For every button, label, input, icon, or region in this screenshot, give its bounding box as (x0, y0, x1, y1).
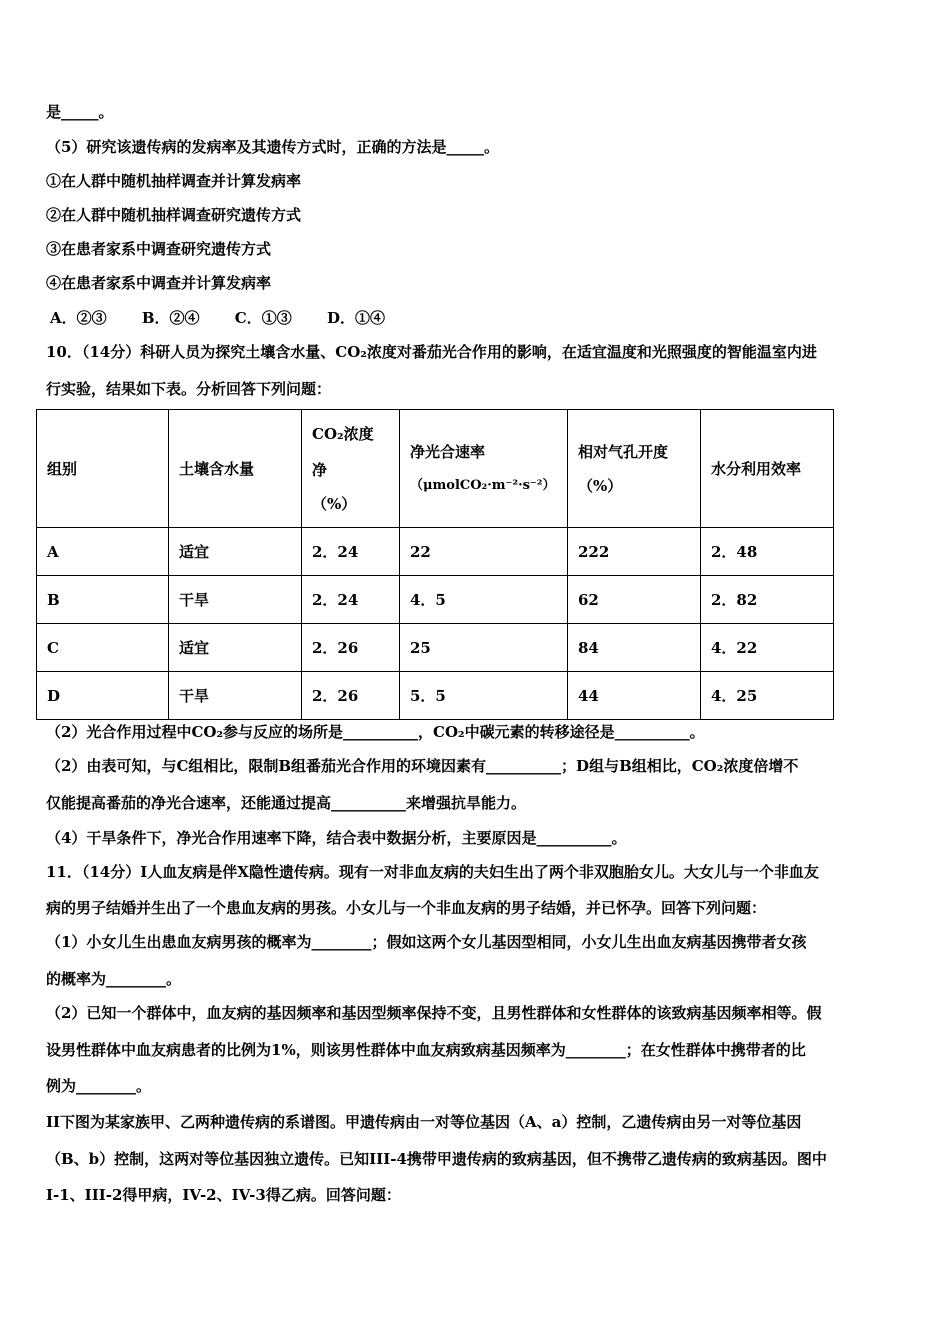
question-10-stem-2: 行实验，结果如下表。分析回答下列问题： (46, 380, 332, 398)
cell-co2: 2．24 (302, 576, 400, 624)
cell-stomata: 84 (568, 624, 701, 672)
cell-water: 4．22 (701, 624, 834, 672)
cell-group: D (37, 672, 169, 720)
header-stomata-line1: 相对气孔开度 (578, 442, 669, 461)
question-11-stem-2: 病的男子结婚并生出了一个患血友病的男孩。小女儿与一个非血友病的男子结婚，并已怀孕。回答下列问题： (46, 899, 767, 917)
cell-co2: 2．24 (302, 528, 400, 576)
cell-soil: 适宜 (169, 528, 302, 576)
option-d[interactable]: D．①④ (326, 309, 385, 327)
question-11-part2-3: I-1、III-2得甲病，IV-2、IV-3得乙病。回答问题： (46, 1186, 401, 1204)
cell-rate: 22 (400, 528, 568, 576)
method-2: ②在人群中随机抽样调查研究遗传方式 (46, 206, 302, 224)
choice-options (50, 308, 415, 328)
option-b[interactable]: B．②④ (141, 309, 200, 327)
table-row (37, 576, 834, 624)
question-9-5: （5）研究该遗传病的发病率及其遗传方式时，正确的方法是_____。 (46, 138, 499, 156)
cell-co2: 2．26 (302, 672, 400, 720)
header-water: 水分利用效率 (701, 410, 834, 528)
cell-rate: 25 (400, 624, 568, 672)
header-stomata-line2: （%） (578, 476, 623, 495)
question-11-part2-1: II下图为某家族甲、乙两种遗传病的系谱图。甲遗传病由一对等位基因（A、a）控制，乙遗传病由另一对等位基因 (46, 1113, 802, 1131)
question-11-sub-2a: （2）已知一个群体中，血友病的基因频率和基因型频率保持不变，且男性群体和女性群体的该致病基因频率相等。假 (46, 1004, 822, 1022)
question-10-sub-2a: （2）由表可知，与C组相比，限制B组番茄光合作用的环境因素有__________；D组与B组相比，CO₂浓度倍增不 (46, 757, 799, 775)
cell-soil: 适宜 (169, 624, 302, 672)
method-1: ①在人群中随机抽样调查并计算发病率 (46, 172, 302, 190)
header-rate-line1: 净光合速率 (410, 442, 486, 461)
header-co2-line3: （%） (312, 494, 357, 513)
option-c[interactable]: C．①③ (234, 309, 292, 327)
cell-group: C (37, 624, 169, 672)
question-10-sub-1: （2）光合作用过程中CO₂参与反应的场所是__________，CO₂中碳元素的转移途径是__________。 (46, 723, 705, 741)
cell-group: A (37, 528, 169, 576)
header-rate-line2: （μmolCO₂·m⁻²·s⁻²） (410, 477, 556, 493)
question-11-part2-2: （B、b）控制，这两对等位基因独立遗传。已知III-4携带甲遗传病的致病基因，但不携带乙遗传病的致病基因。图中 (46, 1150, 827, 1168)
answer-line-prev: 是_____。 (46, 103, 114, 121)
cell-water: 4．25 (701, 672, 834, 720)
cell-water: 2．48 (701, 528, 834, 576)
table-row (37, 624, 834, 672)
cell-soil: 干旱 (169, 672, 302, 720)
cell-rate: 5．5 (400, 672, 568, 720)
question-10-stem-1: 10．（14分）科研人员为探究土壤含水量、CO₂浓度对番茄光合作用的影响，在适宜温度和光照强度的智能温室内进 (46, 343, 817, 361)
question-11-sub-1b: 的概率为________。 (46, 970, 182, 988)
header-stomata (568, 410, 701, 528)
cell-stomata: 44 (568, 672, 701, 720)
question-10-sub-2b: 仅能提高番茄的净光合速率，还能通过提高__________来增强抗旱能力。 (46, 794, 527, 812)
cell-water: 2．82 (701, 576, 834, 624)
cell-group: B (37, 576, 169, 624)
cell-stomata: 222 (568, 528, 701, 576)
question-10-sub-4: （4）干旱条件下，净光合作用速率下降，结合表中数据分析，主要原因是__________。 (46, 829, 627, 847)
method-4: ④在患者家系中调查并计算发病率 (46, 274, 272, 292)
header-rate (400, 410, 568, 528)
header-co2-line1: CO₂浓度 (312, 424, 374, 443)
question-11-sub-2b: 设男性群体中血友病患者的比例为1%，则该男性群体中血友病致病基因频率为________；在女性群体中携带者的比 (46, 1041, 806, 1059)
header-co2-line2: 净 (312, 460, 328, 479)
data-table (36, 409, 834, 720)
cell-co2: 2．26 (302, 624, 400, 672)
cell-stomata: 62 (568, 576, 701, 624)
question-11-sub-1a: （1）小女儿生出患血友病男孩的概率为________；假如这两个女儿基因型相同，小女儿生出血友病基因携带者女孩 (46, 933, 807, 951)
question-11-sub-2c: 例为________。 (46, 1077, 152, 1095)
header-co2 (302, 410, 400, 528)
cell-soil: 干旱 (169, 576, 302, 624)
table-header-row (37, 410, 834, 528)
table-row (37, 672, 834, 720)
option-a[interactable]: A．②③ (50, 309, 107, 327)
cell-rate: 4．5 (400, 576, 568, 624)
question-11-stem-1: 11．（14分）I人血友病是伴X隐性遗传病。现有一对非血友病的夫妇生出了两个非双胞胎女儿。大女儿与一个非血友 (46, 863, 819, 881)
header-group: 组别 (37, 410, 169, 528)
table-row (37, 528, 834, 576)
method-3: ③在患者家系中调查研究遗传方式 (46, 240, 272, 258)
header-soil: 土壤含水量 (169, 410, 302, 528)
